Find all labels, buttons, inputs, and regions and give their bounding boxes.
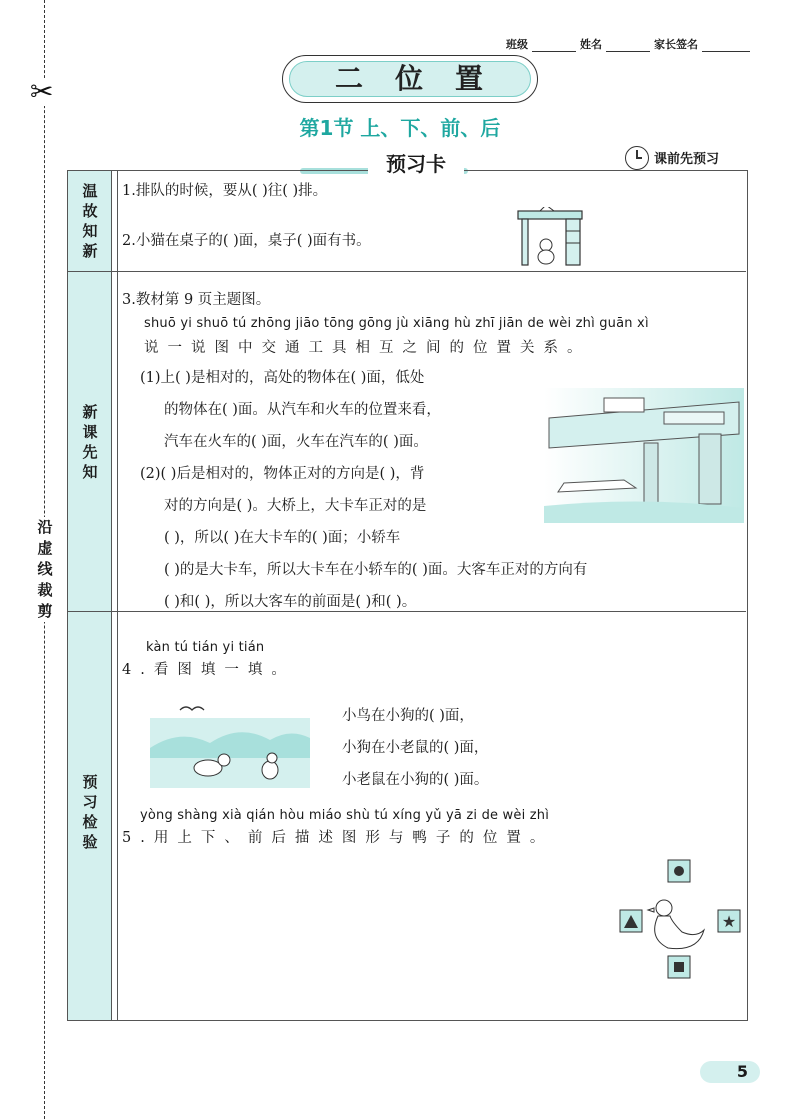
blank-line-1: (1)上( )是相对的，高处的物体在( )面，低处 <box>140 370 425 386</box>
question-5: 5.用上下、前后描述图形与鸭子的位置。 <box>122 830 554 846</box>
question-3-text: 说一说图中交通工具相互之间的位置关系。 <box>144 340 591 356</box>
pinyin-5: yòng shàng xià qián hòu miáo shù tú xíng yǔ yā zi de wèi zhì <box>140 808 550 823</box>
fill-line-3: 小老鼠在小狗的( )面。 <box>342 772 489 788</box>
blank-line-5: 对的方向是( )。大桥上，大卡车正对的是 <box>164 498 427 514</box>
svg-text:★: ★ <box>721 912 737 931</box>
bridge-traffic-illustration <box>544 388 744 523</box>
desk-cat-illustration <box>516 207 586 267</box>
row-review <box>68 171 746 272</box>
blank-line-4: (2)( )后是相对的，物体正对的方向是( )，背 <box>140 466 425 482</box>
chapter-title-box <box>282 55 538 103</box>
cut-label: 沿虚线裁剪 <box>34 517 56 622</box>
name-label: 姓名 <box>580 38 602 51</box>
parent-signature-field[interactable] <box>702 39 750 52</box>
bird-dog-mouse-illustration <box>150 698 310 788</box>
fill-line-1: 小鸟在小狗的( )面， <box>342 708 474 724</box>
row-new <box>68 272 746 612</box>
duck-shapes-illustration <box>618 858 746 980</box>
blank-line-2: 的物体在( )面。从汽车和火车的位置来看， <box>164 402 441 418</box>
worksheet-table <box>67 170 748 1021</box>
row-label-check: 预 习 检 验 <box>68 612 112 1020</box>
question-3: 3.教材第 9 页主题图。 <box>122 292 271 308</box>
square-icon <box>674 962 684 972</box>
parent-signature-label: 家长签名 <box>654 38 698 51</box>
class-field[interactable] <box>532 39 576 52</box>
header-fields <box>506 36 750 52</box>
blank-line-3: 汽车在火车的( )面，火车在汽车的( )面。 <box>164 434 428 450</box>
page-number: 5 <box>700 1061 760 1083</box>
row-check <box>68 612 746 1020</box>
name-field[interactable] <box>606 39 650 52</box>
blank-line-6: ( )，所以( )在大卡车的( )面；小轿车 <box>164 530 401 546</box>
pinyin-3: shuō yi shuō tú zhōng jiāo tōng gōng jù xiāng hù zhī jiān de wèi zhì guān xì <box>144 316 649 331</box>
question-2: 2.小猫在桌子的( )面，桌子( )面有书。 <box>122 233 371 249</box>
chapter-title: 二位置 <box>289 61 531 97</box>
class-label: 班级 <box>506 38 528 51</box>
fill-line-2: 小狗在小老鼠的( )面， <box>342 740 489 756</box>
row-label-new: 新 课 先 知 <box>68 272 112 611</box>
preview-label: 课前先预习 <box>654 152 720 167</box>
card-title: 预习卡 <box>368 148 464 176</box>
blank-line-8: ( )和( )，所以大客车的前面是( )和( )。 <box>164 594 417 610</box>
blank-line-7: ( )的是大卡车，所以大卡车在小轿车的( )面。大客车正对的方向有 <box>164 562 588 578</box>
pinyin-4: kàn tú tián yi tián <box>146 640 265 655</box>
question-4: 4.看图填一填。 <box>122 662 295 678</box>
clock-icon <box>625 146 649 170</box>
section-title: 第1节 上、下、前、后 <box>299 116 501 140</box>
row-label-review: 温 故 知 新 <box>68 171 112 271</box>
question-1: 1.排队的时候，要从( )往( )排。 <box>122 183 328 199</box>
circle-icon <box>674 866 684 876</box>
scissors-icon: ✂ <box>30 75 54 108</box>
